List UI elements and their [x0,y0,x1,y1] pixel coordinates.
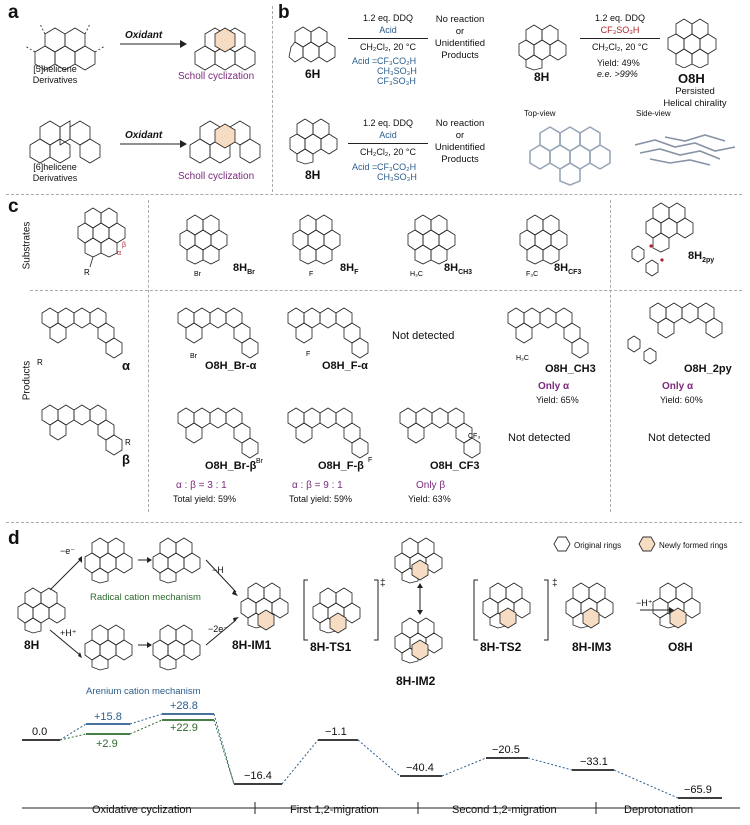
helicene6-label: [6]helicene Derivatives [32,162,78,183]
scholl-label-1: Scholl cyclization [178,71,255,82]
scholl-label-2: Scholl cyclization [178,171,255,182]
yield-CH3: Yield: 65% [536,395,579,405]
substrate-label-CF3: $8H_{CF3}$ [554,262,582,277]
svg-text:R: R [37,358,43,367]
rxn2-acid-1: CF₃CO₂H [377,162,417,172]
product-CF3-beta [390,398,490,468]
rxn1-acid-3: CF₃SO₃H [377,76,416,86]
energy-ts2: −20.5 [492,744,520,756]
radical-mechanism-label: Radical cation mechanism [90,592,201,603]
svg-text:H₃C: H₃C [410,271,423,278]
label-8H-b3: 8H [534,70,550,84]
svg-text:F: F [309,271,314,278]
divider-ab [272,6,273,192]
rxn3-yield: Yield: 49% [597,58,640,68]
top-view-label: Top-view [524,109,556,118]
helicene5-label: [5]helicene Derivatives [32,64,78,85]
energy-ts1: −1.1 [325,726,347,738]
rxn1-acid-2: CH₃SO₃H [377,66,417,76]
substrate-label-CH3: $8H_{CH3}$ [444,262,473,277]
oxidant-arrow-label-2: Oxidant [125,130,163,141]
stage-deprotonation: Deprotonation [624,804,694,816]
divider-2 [6,522,742,523]
step-plus-h: +H⁺ [60,628,77,638]
svg-text:Br: Br [190,353,197,360]
product-F-alpha-label: O8H_F-α [322,360,368,372]
divider-1 [6,194,742,195]
rxn2-acid: Acid [379,130,397,140]
dagger-TS1: ‡ [380,578,386,589]
product-Br-alpha-label: O8H_Br-α [205,360,257,372]
label-IM3: 8H-IM3 [572,640,612,654]
alpha-label: α [122,358,130,373]
step-minus-2e: −2e⁻ [208,624,229,634]
svg-text:F₃C: F₃C [526,271,539,278]
ratio-Br: α : β = 3 : 1 [176,480,227,491]
c-col-divider-2 [610,200,611,512]
substrate-label-Br: $8H_{Br}$ [233,262,255,277]
energy-arenium1: +2.9 [96,738,118,750]
energy-final: −65.9 [684,784,712,796]
svg-text:CF₃: CF₃ [468,433,481,440]
label-TS2: 8H-TS2 [480,640,522,654]
energy-im1: −16.4 [244,770,272,782]
arenium-mechanism-label: Arenium cation mechanism [86,686,201,697]
legend-new-label: Newly formed rings [659,541,728,550]
stage-oxidative: Oxidative cyclization [92,804,192,816]
svg-text:R: R [84,268,90,277]
stage-migration1: First 1,2-migration [290,804,379,816]
not-detected-2py-beta: Not detected [648,432,711,444]
rxn1-acid-1: CF₃CO₂H [377,56,417,66]
product-CF3-label: O8H_CF3 [430,460,480,472]
product-F-alpha [278,298,378,368]
substrate-label-2py: $8H_{2py}$ [688,250,715,265]
rxn3-acid: CF₃SO₃H [600,25,640,35]
rxn1-solvent: CH₂Cl₂, 20 °C [359,42,417,52]
energy-arenium2: +22.9 [170,722,198,734]
crystal-top-view [520,118,620,188]
label-IM1: 8H-IM1 [232,638,272,652]
label-6H: 6H [305,67,321,81]
rxn2-reagent: 1.2 eq. DDQ [362,118,414,128]
svg-text:β: β [122,242,127,249]
dagger-TS2: ‡ [552,578,558,589]
label-O8H-d: O8H [668,640,693,654]
yield-F: Total yield: 59% [289,494,353,504]
step-minus-hplus: −H⁺ [636,598,653,608]
label-TS1: 8H-TS1 [310,640,352,654]
rxn2-acid-list-label: Acid = [352,162,378,172]
rxn3-solvent: CH₂Cl₂, 20 °C [591,42,649,52]
only-alpha-CH3: Only α [538,381,570,392]
label-IM2: 8H-IM2 [396,674,436,688]
svg-text:R: R [125,438,131,447]
molecule-6H [287,22,339,68]
panel-label-d: d [8,528,20,549]
side-view-label: Side-view [636,109,671,118]
rxn3-arrow [580,38,660,39]
row-products-label: Products [21,360,33,401]
only-beta-CF3: Only β [416,480,446,491]
energy-radical2: +28.8 [170,700,198,712]
step-minus-h: −H [212,565,224,575]
label-8H-b2: 8H [305,168,321,182]
product-CH3-label: O8H_CH3 [545,363,596,375]
energy-im3: −33.1 [580,756,608,768]
rxn2-arrow [348,143,428,144]
svg-text:F: F [306,351,311,358]
panel-label-c: c [8,196,19,217]
svg-text:H₃C: H₃C [516,355,529,362]
rxn3-note: Persisted Helical chirality [663,86,727,109]
rxn2-acid-2: CH₃SO₃H [377,172,417,182]
crystal-side-view [630,125,740,175]
rxn1-result: No reaction or Unidentified Products [434,14,486,61]
rxn1-arrow [348,38,428,39]
product-generic-alpha [32,298,132,368]
panel-label-a: a [8,2,19,23]
molecule-8H-b2 [287,116,343,166]
not-detected-CH3-alpha: Not detected [392,330,455,342]
molecule-8H-b3 [516,22,572,72]
energy-radical1: +15.8 [94,711,122,723]
product-2py-alpha [620,298,730,368]
oxidant-arrow-label-1: Oxidant [125,30,163,41]
product-generic-beta [32,395,132,465]
yield-CF3: Yield: 63% [408,494,451,504]
row-substrates-label: Substrates [21,221,33,270]
c-row-divider [30,290,742,291]
label-O8H-b: O8H [678,71,705,86]
yield-Br: Total yield: 59% [173,494,237,504]
substrate-generic [70,205,140,280]
energy-e0: 0.0 [32,726,48,738]
not-detected-CH3-beta: Not detected [508,432,571,444]
product-CH3-alpha [498,298,598,368]
product-Br-beta-label: O8H_Br-β [205,460,257,472]
svg-text:F: F [368,457,373,464]
panel-label-b: b [278,2,290,23]
product-Br-beta [168,398,268,468]
step-minus-e: −e⁻ [60,546,76,556]
substrate-8H-Br [172,212,242,280]
svg-text:Br: Br [256,458,263,465]
energy-im2: −40.4 [406,762,434,774]
legend-original-label: Original rings [574,541,622,550]
rxn2-solvent: CH₂Cl₂, 20 °C [359,147,417,157]
substrate-label-F: $8H_F$ [340,262,359,277]
product-2py-label: O8H_2py [684,363,732,375]
rxn3-reagent: 1.2 eq. DDQ [594,13,646,23]
mechanism-scheme [10,530,740,710]
ratio-F: α : β = 9 : 1 [292,480,343,491]
molecule-O8H-b [664,16,724,68]
svg-text:α: α [117,250,122,257]
rxn1-acid-list-label: Acid = [352,56,378,66]
svg-text:Br: Br [194,271,201,278]
only-alpha-2py: Only α [662,381,694,392]
c-col-divider-1 [148,200,149,512]
stage-migration2: Second 1,2-migration [452,804,557,816]
product-F-beta [278,398,378,468]
substrate-8H-2py [628,200,698,282]
rxn3-ee: e.e. >99% [597,69,638,79]
product-F-beta-label: O8H_F-β [318,460,364,472]
rxn1-acid: Acid [379,25,397,35]
yield-2py: Yield: 60% [660,395,703,405]
rxn2-result: No reaction or Unidentified Products [434,118,486,165]
label-8H-start: 8H [24,638,40,652]
product-Br-alpha [168,298,268,368]
rxn1-reagent: 1.2 eq. DDQ [362,13,414,23]
beta-label: β [122,452,130,467]
